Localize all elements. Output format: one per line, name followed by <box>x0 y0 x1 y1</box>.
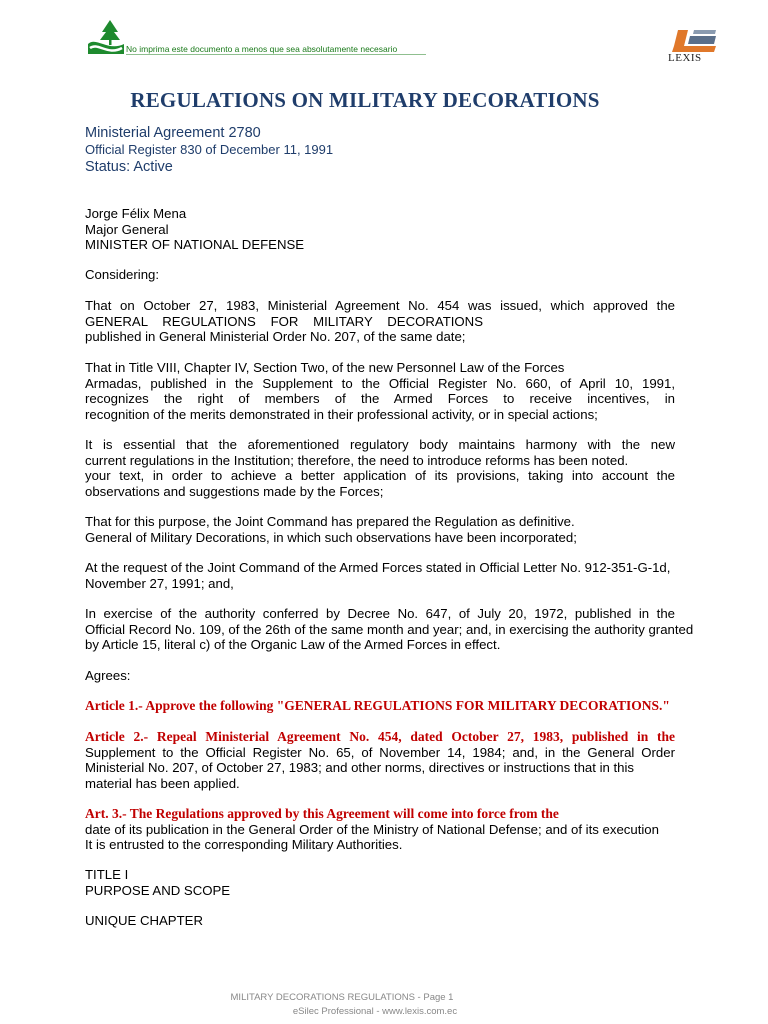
p4-line: That for this purpose, the Joint Command has prepared the Regulation as definitive. <box>85 514 575 529</box>
paragraph-1 <box>85 298 675 345</box>
article-3-heading: Art. 3.- The Regulations approved by this Agreement will come into force from the <box>85 806 559 821</box>
paragraph-5 <box>85 560 675 591</box>
p3-line: your text, in order to achieve a better application of its provisions, taking into account the <box>85 468 675 484</box>
footer-source: eSilec Professional - www.lexis.com.ec <box>292 1006 458 1017</box>
p3-line: observations and suggestions made by the Forces; <box>85 483 384 499</box>
p6-line: by Article 15, literal c) of the Organic Law of the Armed Forces in effect. <box>85 637 501 653</box>
footer-page-label: MILITARY DECORATIONS REGULATIONS - Page 1 <box>230 992 454 1003</box>
lexis-logo-text: LEXIS <box>668 52 702 64</box>
signatory-title: MINISTER OF NATIONAL DEFENSE <box>85 237 305 253</box>
article-2-line: material has been applied. <box>85 775 240 791</box>
p6-line: Official Record No. 109, of the 26th of the same month and year; and, in exercising the authority granted <box>85 621 694 637</box>
paragraph-3 <box>85 437 675 499</box>
article-3-line: It is entrusted to the corresponding Military Authorities. <box>85 837 403 853</box>
title-i-block <box>85 867 675 898</box>
article-2-line: Ministerial No. 207, of October 27, 1983; and other norms, directives or instructions that in this <box>85 760 635 776</box>
agrees-label: Agrees: <box>85 668 131 683</box>
status-text: Status: Active <box>85 159 173 175</box>
chapter-heading: UNIQUE CHAPTER <box>85 913 203 928</box>
p2-line: recognition of the merits demonstrated in their professional activity, or in special actions; <box>85 406 598 422</box>
p1-line: GENERAL REGULATIONS FOR MILITARY DECORATIONS <box>85 313 483 329</box>
article-2 <box>85 729 675 791</box>
paragraph-6 <box>85 606 694 653</box>
p5-line: At the request of the Joint Command of the Armed Forces stated in Official Letter No. 912-351-G-1d, <box>85 560 671 575</box>
official-register: Official Register 830 of December 11, 1991 <box>85 142 334 157</box>
p2-line: recognizes the right of members of the Armed Forces to receive incentives, in <box>85 391 675 407</box>
article-3-line: date of its publication in the General Order of the Ministry of National Defense; and of its execution <box>85 821 659 837</box>
p5-line: November 27, 1991; and, <box>85 575 234 591</box>
agreement-number: Ministerial Agreement 2780 <box>85 125 261 141</box>
p2-line: That in Title VIII, Chapter IV, Section Two, of the new Personnel Law of the Forces <box>85 360 565 375</box>
p1-line: published in General Ministerial Order No. 207, of the same date; <box>85 329 466 345</box>
paragraph-2 <box>85 360 675 422</box>
p2-line: Armadas, published in the Supplement to the Official Register No. 660, of April 10, 1991, <box>85 375 675 391</box>
article-2-line: Supplement to the Official Register No. 65, of November 14, 1984; and, in the General Order <box>85 744 675 760</box>
title-i-heading: TITLE I <box>85 867 129 882</box>
paragraph-4 <box>85 514 675 545</box>
p3-line: It is essential that the aforementioned regulatory body maintains harmony with the new <box>85 437 675 452</box>
print-notice: No imprima este documento a menos que sea absolutamente necesario <box>126 44 398 54</box>
p6-line: In exercise of the authority conferred by Decree No. 647, of July 20, 1972, published in the <box>85 606 675 621</box>
article-2-heading: Article 2.- Repeal Ministerial Agreement No. 454, dated October 27, 1983, published in the <box>85 729 675 744</box>
signatory-name: Jorge Félix Mena <box>85 206 187 221</box>
article-1 <box>85 698 675 714</box>
signatory-rank: Major General <box>85 221 169 237</box>
signatory-block <box>85 206 675 253</box>
considering-label: Considering: <box>85 267 160 282</box>
p1-line: That on October 27, 1983, Ministerial Agreement No. 454 was issued, which approved the <box>85 298 675 313</box>
title-i-subheading: PURPOSE AND SCOPE <box>85 882 231 898</box>
tree-logo-icon <box>86 18 126 56</box>
article-3 <box>85 806 675 853</box>
p3-line: current regulations in the Institution; therefore, the need to introduce reforms has been noted. <box>85 452 629 468</box>
p4-line: General of Military Decorations, in which such observations have been incorporated; <box>85 529 577 545</box>
notice-divider <box>126 54 426 55</box>
article-1-text: Article 1.- Approve the following "GENERAL REGULATIONS FOR MILITARY DECORATIONS." <box>85 698 670 713</box>
document-title: REGULATIONS ON MILITARY DECORATIONS <box>130 88 600 112</box>
